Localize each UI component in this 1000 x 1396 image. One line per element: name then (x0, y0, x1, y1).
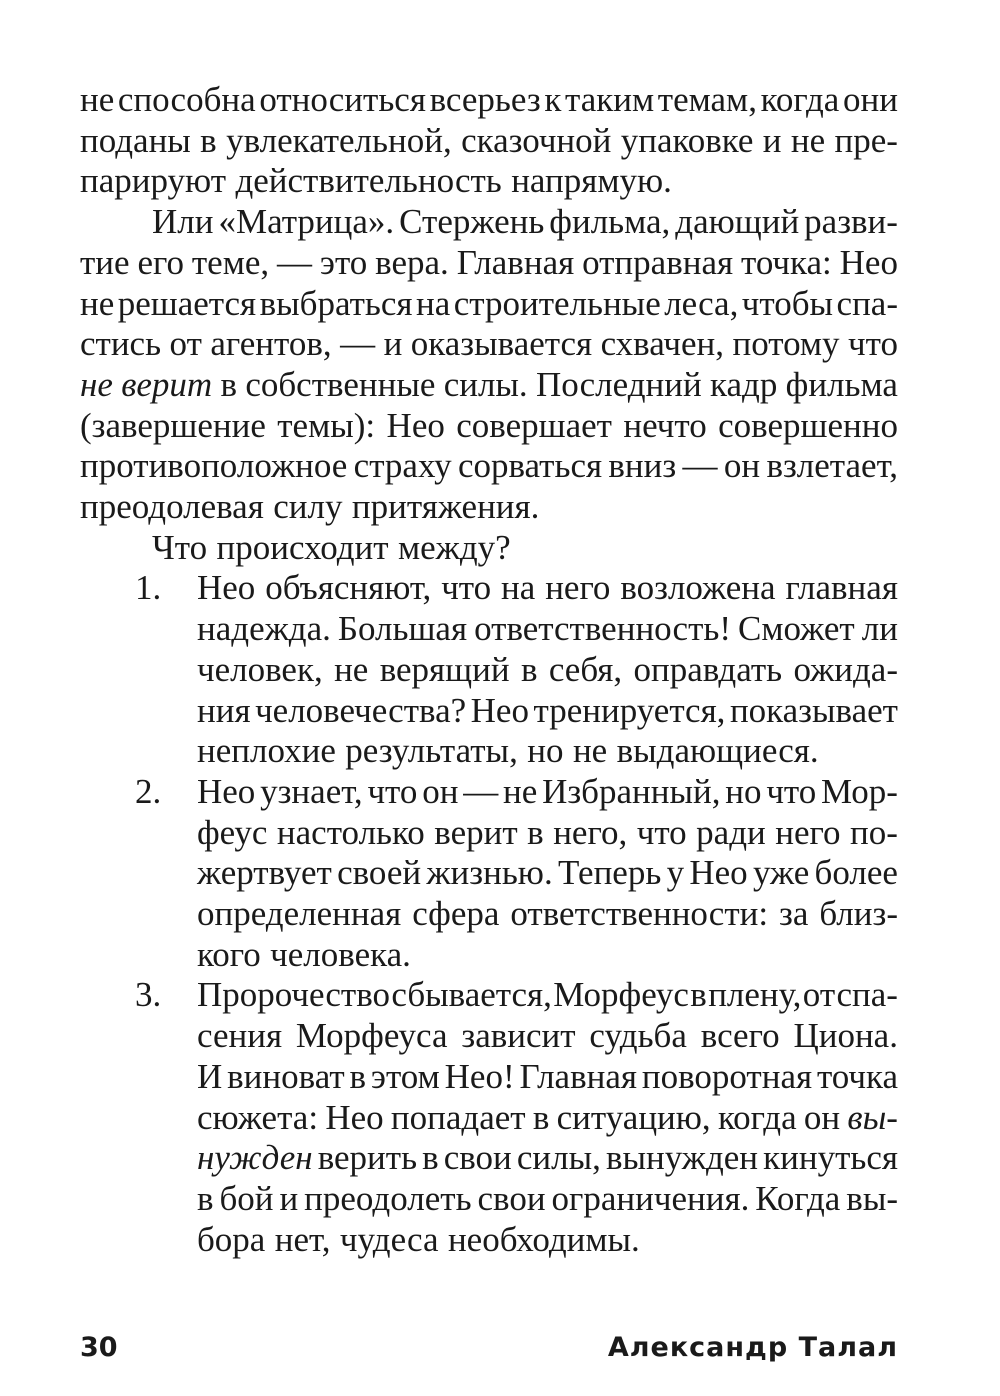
text-line: парируют действительность напрямую. (80, 161, 672, 201)
text-line: тие его теме, — это вера. Главная отправная точка: Нео (80, 242, 898, 282)
list-item-line: человек, не верящий в себя, оправдать ожида- (197, 649, 898, 689)
list-item-line: в бой и преодолеть свои ограничения. Когда вы- (197, 1178, 898, 1218)
text-line: не решается выбраться на строительные леса, чтобы спа- (80, 283, 898, 323)
text-line: Что происходит между? (152, 527, 511, 567)
text-line: противоположное страху сорваться вниз — он взлетает, (80, 446, 898, 486)
text-line: (завершение темы): Нео совершает нечто совершенно (80, 405, 898, 445)
running-head-author: Александр Талал (607, 1332, 898, 1363)
text-line: стись от агентов, — и оказывается схвачен, потому что (80, 324, 898, 364)
list-item-number: 2. (135, 771, 162, 811)
list-item-line: сения Морфеуса зависит судьба всего Циона. (197, 1016, 898, 1056)
list-item-number: 3. (135, 975, 162, 1015)
list-item-line: 3. Пророчество сбывается, Морфеус в плену, от спа- (135, 975, 898, 1015)
list-item-line: 2. Нео узнает, что он — не Избранный, но что Мор- (135, 771, 898, 811)
list-item-number: 1. (135, 568, 162, 608)
list-item-line: неплохие результаты, но не выдающиеся. (197, 731, 819, 771)
list-item-line: 1. Нео объясняют, что на него возложена главная (135, 568, 898, 608)
list-item-line: кого человека. (197, 934, 411, 974)
text-line: Или «Матрица». Стержень фильма, дающий разви- (152, 202, 898, 242)
list-item-line: надежда. Большая ответственность! Сможет ли (197, 609, 898, 649)
page-number: 30 (80, 1332, 118, 1363)
text-line: поданы в увлекательной, сказочной упаковке и не пре- (80, 120, 898, 160)
list-item-line: И виноват в этом Нео! Главная поворотная точка (197, 1056, 898, 1096)
list-item-line: нужден верить в свои силы, вынужден кинуться (197, 1138, 898, 1178)
list-item-line: сюжета: Нео попадает в ситуацию, когда он вы- (197, 1097, 898, 1137)
list-item-line: ния человечества? Нео тренируется, показывает (197, 690, 898, 730)
list-item-line: феус настолько верит в него, что ради него по- (197, 812, 898, 852)
text-line: не способна относиться всерьез к таким темам, когда они (80, 80, 898, 119)
list-item-line: определенная сфера ответственности: за близ- (197, 894, 898, 934)
text-line: не верит в собственные силы. Последний кадр фильма (80, 364, 898, 404)
page-body (80, 80, 898, 1260)
list-item-line: жертвует своей жизнью. Теперь у Нео уже более (197, 853, 898, 893)
text-line: преодолевая силу притяжения. (80, 487, 540, 527)
list-item-line: бора нет, чудеса необходимы. (197, 1219, 640, 1259)
